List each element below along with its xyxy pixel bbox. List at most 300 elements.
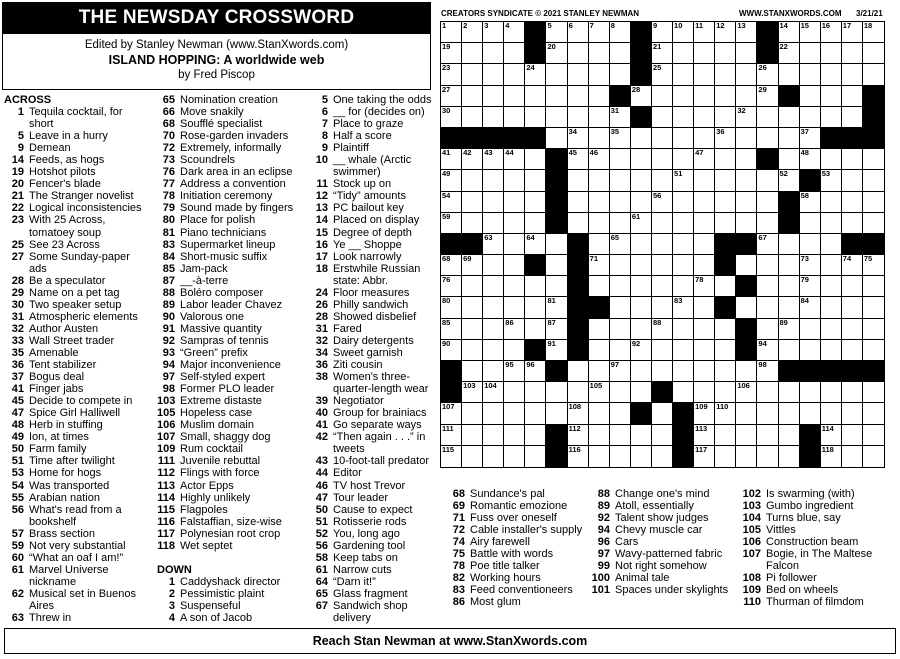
grid-cell[interactable] <box>757 170 778 191</box>
grid-cell[interactable] <box>779 425 800 446</box>
grid-cell[interactable] <box>757 255 778 276</box>
grid-cell[interactable] <box>863 192 884 213</box>
grid-cell[interactable] <box>842 64 863 85</box>
grid-cell[interactable] <box>462 213 483 234</box>
grid-cell[interactable] <box>800 107 821 128</box>
grid-cell[interactable] <box>715 86 736 107</box>
grid-cell[interactable] <box>462 86 483 107</box>
grid-cell[interactable] <box>800 403 821 424</box>
grid-cell[interactable] <box>441 86 462 107</box>
grid-cell[interactable] <box>631 170 652 191</box>
grid-cell[interactable] <box>821 149 842 170</box>
grid-cell[interactable] <box>821 43 842 64</box>
grid-cell[interactable] <box>821 64 842 85</box>
grid-cell[interactable] <box>610 403 631 424</box>
grid-cell[interactable] <box>863 276 884 297</box>
grid-cell[interactable] <box>863 255 884 276</box>
grid-cell[interactable] <box>736 170 757 191</box>
grid-cell[interactable] <box>842 319 863 340</box>
grid-cell[interactable] <box>504 86 525 107</box>
grid-cell[interactable] <box>800 255 821 276</box>
grid-cell[interactable] <box>546 128 567 149</box>
grid-cell[interactable] <box>673 382 694 403</box>
grid-cell[interactable] <box>694 382 715 403</box>
grid-cell[interactable] <box>736 22 757 43</box>
grid-cell[interactable] <box>652 255 673 276</box>
grid-cell[interactable] <box>504 149 525 170</box>
grid-cell[interactable] <box>842 213 863 234</box>
grid-cell[interactable] <box>504 403 525 424</box>
grid-cell[interactable] <box>546 382 567 403</box>
grid-cell[interactable] <box>821 446 842 467</box>
grid-cell[interactable] <box>757 86 778 107</box>
grid-cell[interactable] <box>694 213 715 234</box>
grid-cell[interactable] <box>546 297 567 318</box>
grid-cell[interactable] <box>610 192 631 213</box>
grid-cell[interactable] <box>631 425 652 446</box>
grid-cell[interactable] <box>462 43 483 64</box>
grid-cell[interactable] <box>694 149 715 170</box>
grid-cell[interactable] <box>441 255 462 276</box>
grid-cell[interactable] <box>441 192 462 213</box>
grid-cell[interactable] <box>483 234 504 255</box>
grid-cell[interactable] <box>483 255 504 276</box>
grid-cell[interactable] <box>462 64 483 85</box>
grid-cell[interactable] <box>589 170 610 191</box>
grid-cell[interactable] <box>842 340 863 361</box>
grid-cell[interactable] <box>504 107 525 128</box>
grid-cell[interactable] <box>546 86 567 107</box>
grid-cell[interactable] <box>736 128 757 149</box>
grid-cell[interactable] <box>546 319 567 340</box>
grid-cell[interactable] <box>483 297 504 318</box>
grid-cell[interactable] <box>694 22 715 43</box>
grid-cell[interactable] <box>441 149 462 170</box>
grid-cell[interactable] <box>779 43 800 64</box>
grid-cell[interactable] <box>462 276 483 297</box>
grid-cell[interactable] <box>779 149 800 170</box>
grid-cell[interactable] <box>652 64 673 85</box>
grid-cell[interactable] <box>673 128 694 149</box>
grid-cell[interactable] <box>610 319 631 340</box>
grid-cell[interactable] <box>694 361 715 382</box>
grid-cell[interactable] <box>652 276 673 297</box>
grid-cell[interactable] <box>546 340 567 361</box>
grid-cell[interactable] <box>821 170 842 191</box>
grid-cell[interactable] <box>673 64 694 85</box>
grid-cell[interactable] <box>694 255 715 276</box>
grid-cell[interactable] <box>462 382 483 403</box>
grid-cell[interactable] <box>483 319 504 340</box>
grid-cell[interactable] <box>546 107 567 128</box>
grid-cell[interactable] <box>631 297 652 318</box>
grid-cell[interactable] <box>694 446 715 467</box>
grid-cell[interactable] <box>800 149 821 170</box>
grid-cell[interactable] <box>504 276 525 297</box>
grid-cell[interactable] <box>589 319 610 340</box>
grid-cell[interactable] <box>800 297 821 318</box>
grid-cell[interactable] <box>673 43 694 64</box>
grid-cell[interactable] <box>842 170 863 191</box>
grid-cell[interactable] <box>610 255 631 276</box>
grid-cell[interactable] <box>483 276 504 297</box>
grid-cell[interactable] <box>757 192 778 213</box>
grid-cell[interactable] <box>821 192 842 213</box>
grid-cell[interactable] <box>525 297 546 318</box>
grid-cell[interactable] <box>652 43 673 64</box>
grid-cell[interactable] <box>504 234 525 255</box>
grid-cell[interactable] <box>757 340 778 361</box>
grid-cell[interactable] <box>504 425 525 446</box>
grid-cell[interactable] <box>504 64 525 85</box>
grid-cell[interactable] <box>694 403 715 424</box>
grid-cell[interactable] <box>525 234 546 255</box>
grid-cell[interactable] <box>715 107 736 128</box>
grid-cell[interactable] <box>631 128 652 149</box>
grid-cell[interactable] <box>715 213 736 234</box>
grid-cell[interactable] <box>589 340 610 361</box>
grid-cell[interactable] <box>462 255 483 276</box>
grid-cell[interactable] <box>441 22 462 43</box>
grid-cell[interactable] <box>652 297 673 318</box>
grid-cell[interactable] <box>736 43 757 64</box>
grid-cell[interactable] <box>504 297 525 318</box>
grid-cell[interactable] <box>736 446 757 467</box>
grid-cell[interactable] <box>736 213 757 234</box>
grid-cell[interactable] <box>715 446 736 467</box>
grid-cell[interactable] <box>504 361 525 382</box>
grid-cell[interactable] <box>441 319 462 340</box>
grid-cell[interactable] <box>610 297 631 318</box>
grid-cell[interactable] <box>441 43 462 64</box>
grid-cell[interactable] <box>441 297 462 318</box>
grid-cell[interactable] <box>863 382 884 403</box>
crossword-grid[interactable] <box>440 21 885 468</box>
grid-cell[interactable] <box>504 170 525 191</box>
grid-cell[interactable] <box>568 107 589 128</box>
grid-cell[interactable] <box>779 403 800 424</box>
grid-cell[interactable] <box>694 276 715 297</box>
grid-cell[interactable] <box>779 234 800 255</box>
grid-cell[interactable] <box>631 149 652 170</box>
grid-cell[interactable] <box>631 340 652 361</box>
grid-cell[interactable] <box>673 86 694 107</box>
grid-cell[interactable] <box>568 170 589 191</box>
grid-cell[interactable] <box>610 382 631 403</box>
grid-cell[interactable] <box>779 107 800 128</box>
grid-cell[interactable] <box>652 425 673 446</box>
grid-cell[interactable] <box>715 361 736 382</box>
grid-cell[interactable] <box>483 22 504 43</box>
grid-cell[interactable] <box>631 361 652 382</box>
grid-cell[interactable] <box>863 149 884 170</box>
grid-cell[interactable] <box>525 319 546 340</box>
grid-cell[interactable] <box>525 86 546 107</box>
grid-cell[interactable] <box>462 361 483 382</box>
grid-cell[interactable] <box>652 107 673 128</box>
grid-cell[interactable] <box>546 43 567 64</box>
grid-cell[interactable] <box>821 213 842 234</box>
grid-cell[interactable] <box>483 43 504 64</box>
grid-cell[interactable] <box>610 149 631 170</box>
grid-cell[interactable] <box>652 22 673 43</box>
grid-cell[interactable] <box>715 319 736 340</box>
grid-cell[interactable] <box>779 297 800 318</box>
grid-cell[interactable] <box>589 361 610 382</box>
grid-cell[interactable] <box>673 213 694 234</box>
grid-cell[interactable] <box>610 425 631 446</box>
grid-cell[interactable] <box>525 64 546 85</box>
grid-cell[interactable] <box>694 170 715 191</box>
grid-cell[interactable] <box>483 149 504 170</box>
grid-cell[interactable] <box>673 107 694 128</box>
grid-cell[interactable] <box>821 86 842 107</box>
grid-cell[interactable] <box>779 255 800 276</box>
grid-cell[interactable] <box>694 319 715 340</box>
grid-cell[interactable] <box>652 149 673 170</box>
grid-cell[interactable] <box>715 22 736 43</box>
grid-cell[interactable] <box>673 170 694 191</box>
grid-cell[interactable] <box>483 64 504 85</box>
grid-cell[interactable] <box>757 297 778 318</box>
grid-cell[interactable] <box>694 234 715 255</box>
grid-cell[interactable] <box>863 213 884 234</box>
grid-cell[interactable] <box>736 425 757 446</box>
grid-cell[interactable] <box>525 213 546 234</box>
grid-cell[interactable] <box>462 340 483 361</box>
grid-cell[interactable] <box>631 319 652 340</box>
grid-cell[interactable] <box>842 255 863 276</box>
grid-cell[interactable] <box>652 170 673 191</box>
grid-cell[interactable] <box>863 64 884 85</box>
grid-cell[interactable] <box>736 107 757 128</box>
grid-cell[interactable] <box>610 107 631 128</box>
grid-cell[interactable] <box>863 43 884 64</box>
grid-cell[interactable] <box>525 107 546 128</box>
grid-cell[interactable] <box>483 446 504 467</box>
grid-cell[interactable] <box>631 234 652 255</box>
grid-cell[interactable] <box>779 446 800 467</box>
grid-cell[interactable] <box>462 22 483 43</box>
grid-cell[interactable] <box>610 361 631 382</box>
grid-cell[interactable] <box>631 255 652 276</box>
grid-cell[interactable] <box>504 319 525 340</box>
grid-cell[interactable] <box>483 192 504 213</box>
grid-cell[interactable] <box>779 382 800 403</box>
grid-cell[interactable] <box>821 382 842 403</box>
grid-cell[interactable] <box>462 319 483 340</box>
grid-cell[interactable] <box>525 446 546 467</box>
grid-cell[interactable] <box>525 403 546 424</box>
grid-cell[interactable] <box>863 319 884 340</box>
grid-cell[interactable] <box>504 213 525 234</box>
grid-cell[interactable] <box>631 213 652 234</box>
grid-cell[interactable] <box>610 170 631 191</box>
grid-cell[interactable] <box>673 192 694 213</box>
grid-cell[interactable] <box>483 86 504 107</box>
grid-cell[interactable] <box>525 149 546 170</box>
grid-cell[interactable] <box>568 213 589 234</box>
grid-cell[interactable] <box>842 425 863 446</box>
grid-cell[interactable] <box>715 340 736 361</box>
grid-cell[interactable] <box>525 192 546 213</box>
grid-cell[interactable] <box>483 340 504 361</box>
grid-cell[interactable] <box>610 128 631 149</box>
grid-cell[interactable] <box>842 107 863 128</box>
grid-cell[interactable] <box>715 382 736 403</box>
grid-cell[interactable] <box>715 425 736 446</box>
grid-cell[interactable] <box>673 276 694 297</box>
grid-cell[interactable] <box>568 192 589 213</box>
grid-cell[interactable] <box>589 86 610 107</box>
grid-cell[interactable] <box>736 361 757 382</box>
grid-cell[interactable] <box>589 446 610 467</box>
grid-cell[interactable] <box>504 340 525 361</box>
grid-cell[interactable] <box>483 170 504 191</box>
grid-cell[interactable] <box>863 446 884 467</box>
grid-cell[interactable] <box>694 64 715 85</box>
grid-cell[interactable] <box>441 276 462 297</box>
grid-cell[interactable] <box>800 234 821 255</box>
grid-cell[interactable] <box>504 382 525 403</box>
grid-cell[interactable] <box>462 107 483 128</box>
grid-cell[interactable] <box>589 149 610 170</box>
grid-cell[interactable] <box>504 192 525 213</box>
grid-cell[interactable] <box>863 340 884 361</box>
grid-cell[interactable] <box>673 22 694 43</box>
grid-cell[interactable] <box>610 22 631 43</box>
grid-cell[interactable] <box>610 64 631 85</box>
grid-cell[interactable] <box>525 425 546 446</box>
grid-cell[interactable] <box>525 276 546 297</box>
grid-cell[interactable] <box>779 128 800 149</box>
grid-cell[interactable] <box>694 107 715 128</box>
grid-cell[interactable] <box>631 382 652 403</box>
grid-cell[interactable] <box>736 382 757 403</box>
grid-cell[interactable] <box>589 22 610 43</box>
grid-cell[interactable] <box>715 128 736 149</box>
grid-cell[interactable] <box>821 255 842 276</box>
grid-cell[interactable] <box>821 425 842 446</box>
grid-cell[interactable] <box>631 276 652 297</box>
grid-cell[interactable] <box>715 276 736 297</box>
grid-cell[interactable] <box>652 86 673 107</box>
grid-cell[interactable] <box>652 340 673 361</box>
grid-cell[interactable] <box>568 86 589 107</box>
grid-cell[interactable] <box>546 403 567 424</box>
grid-cell[interactable] <box>525 170 546 191</box>
grid-cell[interactable] <box>800 213 821 234</box>
grid-cell[interactable] <box>483 107 504 128</box>
grid-cell[interactable] <box>736 192 757 213</box>
grid-cell[interactable] <box>757 64 778 85</box>
grid-cell[interactable] <box>652 319 673 340</box>
grid-cell[interactable] <box>757 403 778 424</box>
grid-cell[interactable] <box>441 403 462 424</box>
grid-cell[interactable] <box>525 382 546 403</box>
grid-cell[interactable] <box>483 403 504 424</box>
grid-cell[interactable] <box>462 149 483 170</box>
grid-cell[interactable] <box>694 86 715 107</box>
grid-cell[interactable] <box>715 149 736 170</box>
grid-cell[interactable] <box>842 382 863 403</box>
grid-cell[interactable] <box>568 361 589 382</box>
grid-cell[interactable] <box>652 361 673 382</box>
grid-cell[interactable] <box>504 255 525 276</box>
grid-cell[interactable] <box>736 86 757 107</box>
grid-cell[interactable] <box>842 22 863 43</box>
grid-cell[interactable] <box>779 64 800 85</box>
grid-cell[interactable] <box>568 446 589 467</box>
grid-cell[interactable] <box>715 192 736 213</box>
grid-cell[interactable] <box>483 213 504 234</box>
grid-cell[interactable] <box>736 297 757 318</box>
grid-cell[interactable] <box>673 340 694 361</box>
grid-cell[interactable] <box>800 128 821 149</box>
grid-cell[interactable] <box>800 192 821 213</box>
grid-cell[interactable] <box>483 425 504 446</box>
grid-cell[interactable] <box>652 213 673 234</box>
grid-cell[interactable] <box>800 64 821 85</box>
grid-cell[interactable] <box>821 234 842 255</box>
grid-cell[interactable] <box>673 234 694 255</box>
grid-cell[interactable] <box>821 297 842 318</box>
grid-cell[interactable] <box>610 276 631 297</box>
grid-cell[interactable] <box>589 234 610 255</box>
grid-cell[interactable] <box>589 403 610 424</box>
grid-cell[interactable] <box>589 43 610 64</box>
grid-cell[interactable] <box>757 276 778 297</box>
grid-cell[interactable] <box>736 255 757 276</box>
grid-cell[interactable] <box>483 382 504 403</box>
grid-cell[interactable] <box>757 234 778 255</box>
grid-cell[interactable] <box>462 192 483 213</box>
grid-cell[interactable] <box>757 446 778 467</box>
grid-cell[interactable] <box>652 192 673 213</box>
grid-cell[interactable] <box>863 297 884 318</box>
grid-cell[interactable] <box>715 43 736 64</box>
grid-cell[interactable] <box>462 425 483 446</box>
grid-cell[interactable] <box>779 340 800 361</box>
grid-cell[interactable] <box>800 43 821 64</box>
grid-cell[interactable] <box>673 297 694 318</box>
grid-cell[interactable] <box>441 107 462 128</box>
grid-cell[interactable] <box>715 170 736 191</box>
grid-cell[interactable] <box>863 403 884 424</box>
grid-cell[interactable] <box>504 22 525 43</box>
grid-cell[interactable] <box>800 22 821 43</box>
grid-cell[interactable] <box>800 340 821 361</box>
grid-cell[interactable] <box>462 170 483 191</box>
grid-cell[interactable] <box>610 213 631 234</box>
grid-cell[interactable] <box>589 192 610 213</box>
grid-cell[interactable] <box>589 255 610 276</box>
grid-cell[interactable] <box>842 192 863 213</box>
grid-cell[interactable] <box>589 213 610 234</box>
grid-cell[interactable] <box>757 382 778 403</box>
grid-cell[interactable] <box>610 446 631 467</box>
grid-cell[interactable] <box>631 86 652 107</box>
grid-cell[interactable] <box>779 170 800 191</box>
grid-cell[interactable] <box>821 22 842 43</box>
grid-cell[interactable] <box>589 425 610 446</box>
grid-cell[interactable] <box>441 425 462 446</box>
grid-cell[interactable] <box>589 64 610 85</box>
grid-cell[interactable] <box>568 64 589 85</box>
grid-cell[interactable] <box>821 319 842 340</box>
grid-cell[interactable] <box>694 128 715 149</box>
grid-cell[interactable] <box>568 128 589 149</box>
